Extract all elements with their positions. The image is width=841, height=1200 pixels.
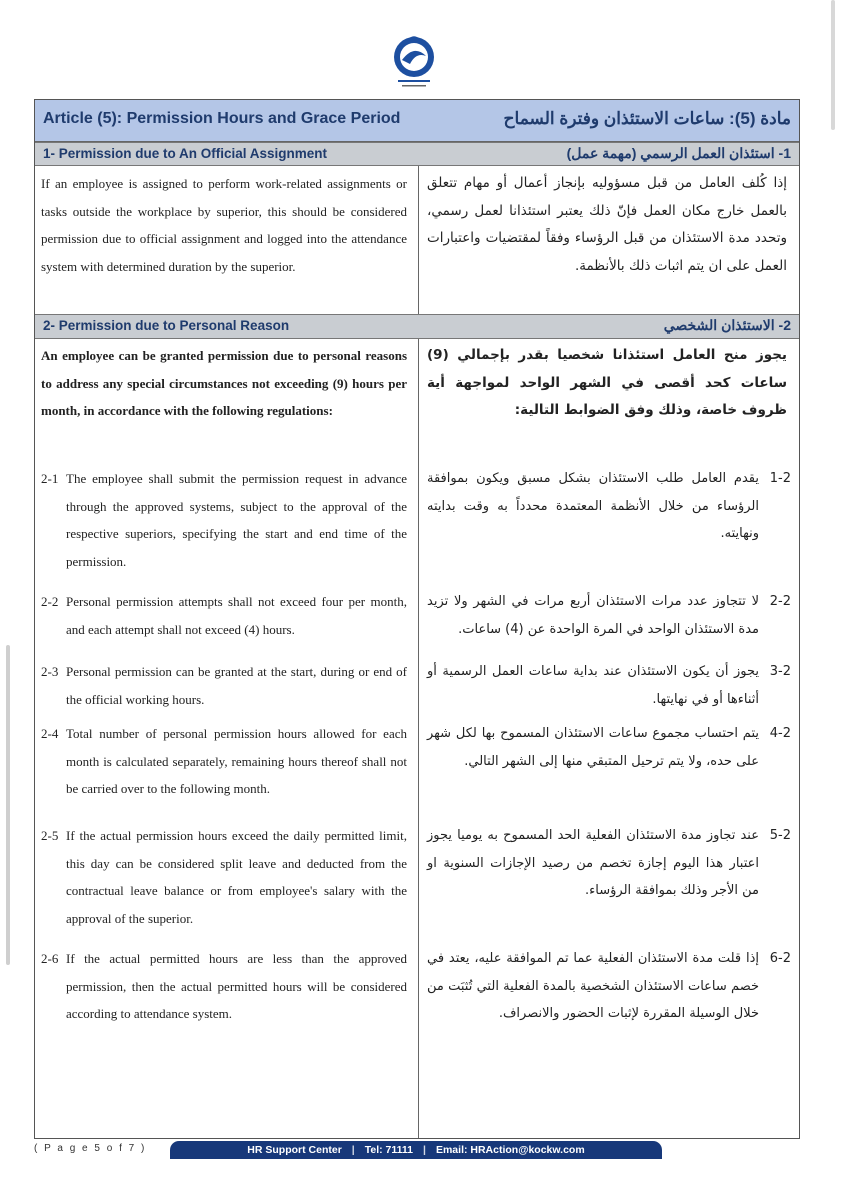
rule-number-ar: 2-2	[769, 594, 791, 609]
rule-number-ar: 6-2	[769, 951, 791, 966]
section-2-heading-row	[35, 314, 799, 339]
rule-item-en	[41, 658, 407, 713]
column-divider	[418, 100, 419, 1138]
footer-separator: |	[423, 1144, 426, 1156]
section-2-intro-ar: يجوز منح العامل استئذانا شخصيا بقدر بإجمالي (9) ساعات كحد أقصى في الشهر الواحد لمواجهة أية ظروف خاصة، وذلك وفق الضوابط التالية:	[427, 347, 787, 418]
rule-text-ar: عند تجاوز مدة الاستئذان الفعلية الحد المسموح به يوميا يجوز اعتبار هذا اليوم إجازة تخصم من رصيد الإجازات السنوية او من الأجر وذلك بموافقة الرؤساء.	[427, 828, 759, 898]
footer-tel: Tel: 71111	[364, 1144, 414, 1156]
article-title-en: Article (5): Permission Hours and Grace Period	[43, 110, 401, 127]
rule-text-en: If the actual permission hours exceed the daily permitted limit, this day can be considered split leave and deducted from the contractual leave balance or from employee's salary with the approval of the superior.	[66, 828, 407, 926]
footer-email[interactable]: Email: HRAction@kockw.com	[435, 1144, 585, 1156]
rule-text-ar: إذا قلت مدة الاستئذان الفعلية عما تم الموافقة عليه، يعتد في خصم ساعات الاستئذان الشخصية بالمدة الفعلية التي تُثبَت من خلال الوسيلة المقررة لإثبات الحضور والانصراف.	[427, 951, 759, 1021]
rule-item-en	[41, 588, 407, 643]
rule-text-ar: لا تتجاوز عدد مرات الاستئذان أربع مرات في الشهر ولا تزيد مدة الاستئذان الواحد في المرة الواحدة عن (4) ساعات.	[427, 594, 759, 637]
rule-text-en: Total number of personal permission hours allowed for each month is calculated separately, remaining hours thereof shall not be carried over to the following month.	[66, 726, 407, 796]
rule-item-en	[41, 720, 407, 803]
rule-text-ar: يقدم العامل طلب الاستئذان بشكل مسبق ويكون بموافقة الرؤساء من خلال الأنظمة المعتمدة محدداً به وقت بدايته ونهايته.	[427, 471, 759, 541]
rule-text-ar: يتم احتساب مجموع ساعات الاستئذان المسموح بها لكل شهر على حده، ولا يتم ترحيل المتبقي منها إلى الشهر التالي.	[427, 726, 759, 769]
section-2-heading-ar: 2- الاستئذان الشخصي	[663, 317, 791, 333]
company-logo	[386, 30, 442, 92]
rule-number-en: 2-6	[41, 951, 59, 966]
section-1-body-en: If an employee is assigned to perform work-related assignments or tasks outside the workplace by superior, this should be considered permission due to official assignment and logged into the attendance system with determined duration by the superior.	[41, 176, 407, 274]
rule-number-en: 2-4	[41, 726, 59, 741]
scrollbar-right[interactable]	[831, 0, 835, 130]
rule-item-ar	[427, 588, 791, 643]
rule-item-en	[41, 945, 407, 1028]
rule-text-en: Personal permission attempts shall not exceed four per month, and each attempt shall not exceed (4) hours.	[66, 594, 407, 637]
section-1-heading-row	[35, 142, 799, 166]
company-seal-logo	[386, 30, 442, 92]
footer-center-label: HR Support Center	[247, 1144, 342, 1156]
rule-number-ar: 4-2	[769, 726, 791, 741]
section-1-heading-en: 1- Permission due to An Official Assignment	[43, 146, 328, 161]
rule-number-ar: 5-2	[769, 828, 791, 843]
rule-number-ar: 1-2	[769, 471, 791, 486]
rule-item-ar	[427, 822, 791, 905]
section-2-heading-en: 2- Permission due to Personal Reason	[43, 318, 290, 333]
section-2-intro-en: An employee can be granted permission due to personal reasons to address any special circumstances not exceeding (9) hours per month, in accordance with the following regulations:	[41, 348, 407, 418]
rule-item-ar	[427, 945, 791, 1028]
rule-item-ar	[427, 720, 791, 775]
rule-item-ar	[427, 658, 791, 713]
rule-number-ar: 3-2	[769, 664, 791, 679]
scrollbar-left[interactable]	[6, 645, 10, 965]
rule-text-en: The employee shall submit the permission request in advance through the approved systems, subject to the approval of the respective superiors, specifying the start and end time of the permission.	[66, 471, 407, 569]
article-table	[34, 99, 800, 1139]
footer-separator: |	[351, 1144, 355, 1156]
section-1-body-ar: إذا كُلف العامل من قبل مسؤوليه بإنجاز أعمال أو مهام تتعلق بالعمل خارج مكان العمل فإنّ ذلك يعتبر استئذانا لعمل رسمي، وتحدد مدة الاستئذان من قبل الرؤساء وفقاً لمقتضيات واعتبارات العمل على ان يتم اثبات ذلك بالأنظمة.	[427, 175, 787, 274]
rule-number-en: 2-5	[41, 828, 59, 843]
rule-text-en: If the actual permitted hours are less than the approved permission, then the actual permitted hours will be considered according to attendance system.	[66, 951, 407, 1021]
rule-number-en: 2-2	[41, 594, 59, 609]
rule-item-en	[41, 822, 407, 932]
rule-item-ar	[427, 465, 791, 548]
section-1-heading-ar: 1- استئذان العمل الرسمي (مهمة عمل)	[566, 145, 791, 161]
rule-number-en: 2-3	[41, 664, 59, 679]
page-number: ( P a g e 5 o f 7 )	[34, 1143, 147, 1154]
rule-number-en: 2-1	[41, 471, 59, 486]
rule-text-en: Personal permission can be granted at the start, during or end of the official working hours.	[66, 664, 407, 707]
rule-text-ar: يجوز أن يكون الاستئذان عند بداية ساعات العمل الرسمية أو أثناءها أو في نهايتها.	[427, 664, 759, 707]
article-title-row	[35, 100, 799, 142]
footer-bar	[170, 1141, 662, 1159]
article-title-ar: مادة (5): ساعات الاستئذان وفترة السماح	[503, 109, 791, 128]
rule-item-en	[41, 465, 407, 575]
